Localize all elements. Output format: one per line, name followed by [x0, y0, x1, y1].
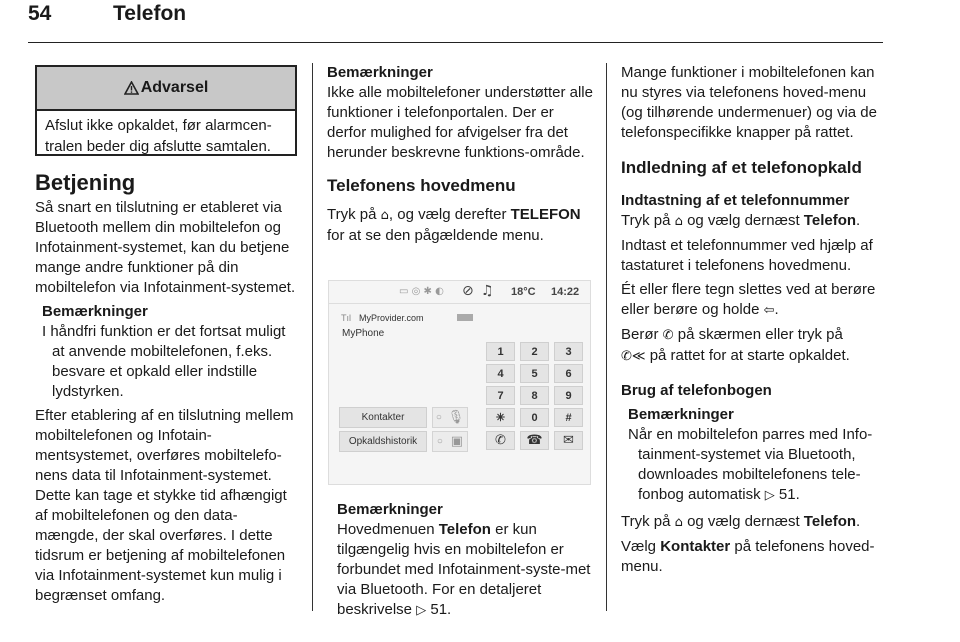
contacts-button[interactable]: Kontakter — [339, 407, 427, 428]
warning-title: Advarsel — [140, 79, 209, 96]
keypad-key[interactable]: 7 — [486, 386, 515, 405]
col1-note — [35, 302, 297, 402]
speaker-icon: ▣ — [450, 434, 464, 449]
page-title: Telefon — [113, 2, 187, 25]
keypad-key[interactable]: 9 — [554, 386, 583, 405]
voice-icon: ≪ — [631, 349, 646, 364]
column-2 — [327, 63, 593, 246]
keypad-key[interactable]: # — [554, 408, 583, 427]
note-text: I håndfri funktion er det fortsat muligt at anvende mobiltelefonen, f.eks. besvare et opkald eller indstille lydstyrken. — [42, 323, 286, 400]
section-heading-hovedmenu: Telefonens hovedmenu — [327, 176, 516, 195]
home-icon: ⌂ — [674, 515, 683, 530]
note-title: Bemærkninger — [337, 501, 443, 518]
hang-up-icon: ☎ — [526, 433, 543, 448]
page-reference-link[interactable]: 51. — [430, 601, 452, 618]
mute-microphone-icon: 🎙 — [447, 410, 465, 425]
navigation-icon: ⊘ — [462, 283, 474, 299]
keypad-key[interactable]: 2 — [520, 342, 549, 361]
col2-note2 — [337, 500, 593, 621]
note-title: Bemærkninger — [628, 406, 734, 423]
mute-toggle[interactable] — [432, 407, 468, 428]
note-title: Bemærkninger — [42, 303, 148, 320]
voicemail-icon: ✉ — [563, 433, 574, 448]
audio-icon: ♫ — [481, 283, 494, 299]
phone-main-menu-screenshot — [328, 280, 591, 485]
keypad-key[interactable]: 0 — [520, 408, 549, 427]
header-rule — [28, 42, 883, 43]
voicemail-button[interactable] — [554, 431, 583, 450]
keypad-key[interactable]: 4 — [486, 364, 515, 383]
handsfree-toggle[interactable] — [432, 431, 468, 452]
call-button[interactable] — [486, 431, 515, 450]
home-icon: ⌂ — [380, 208, 389, 223]
phone-name: MyPhone — [342, 328, 385, 339]
subheading-telefonnummer: Indtastning af et telefonnummer — [621, 192, 850, 209]
column-divider-left — [312, 63, 313, 611]
provider-name: MyProvider.com — [359, 313, 424, 323]
subheading-telefonbog: Brug af telefonbogen — [621, 382, 772, 399]
keypad-key[interactable]: ✳ — [486, 408, 515, 427]
column-divider-right — [606, 63, 607, 611]
keypad-key[interactable]: 5 — [520, 364, 549, 383]
note-title: Bemærkninger — [327, 64, 433, 81]
col3-p2: Indtast et telefonnummer ved hjælp af tastaturet i telefonens hovedmenu. — [621, 237, 873, 274]
col3-p3: Ét eller flere tegn slettes ved at berøre eller berøre og holde ⇦. — [621, 281, 876, 318]
warning-text: Afslut ikke opkaldet, før alarmcen-tralen beder dig afslutte samtalen. — [45, 117, 272, 155]
section-heading-opkald: Indledning af et telefonopkald — [621, 158, 862, 177]
col2-paragraph: Tryk på ⌂, og vælg derefter TELEFON for at se den pågældende menu. — [327, 206, 581, 244]
col3-p6: Vælg Kontakter på telefonens hoved-menu. — [621, 538, 875, 575]
status-bar — [329, 281, 590, 303]
col3-p4: Berør ✆ på skærmen eller tryk på ✆≪ på rattet for at starte opkaldet. — [621, 326, 850, 364]
col3-p1: Tryk på ⌂ og vælg dernæst Telefon. — [621, 212, 861, 229]
page-reference-link[interactable]: 51. — [778, 486, 800, 503]
column-3 — [621, 63, 883, 577]
battery-icon — [457, 314, 473, 321]
col1-intro: Så snart en tilslutning er etableret via Bluetooth mellem din mobiltelefon og Infotainment-systemet, kan du betjene mange andre funktioner på din mobiltelefon via Infotainment-systemet. — [35, 199, 296, 296]
phone-icon: ✆ — [662, 328, 674, 343]
home-icon: ⌂ — [674, 214, 683, 229]
toggle-dot-icon: ○ — [435, 412, 442, 423]
clock: 14:22 — [551, 286, 580, 298]
keypad-key[interactable]: 3 — [554, 342, 583, 361]
col3-intro: Mange funktioner i mobiltelefonen kan nu styres via telefonens hoved-menu (og tilhørende undermenuer) og via de telefonspecifikke knapper på rattet. — [621, 64, 877, 141]
phone-icon: ✆ — [495, 433, 506, 448]
call-history-button[interactable]: Opkaldshistorik — [339, 431, 427, 452]
col2-note2-text: Hovedmenuen Telefon er kun tilgængelig hvis en mobiltelefon er forbundet med Infotainment-syste-met via Bluetooth. For en detaljeret beskrivelse ▷ 51. — [337, 521, 591, 618]
toggle-dot-icon: ○ — [436, 436, 443, 447]
col3-note — [621, 405, 883, 506]
warning-box — [35, 65, 297, 156]
section-heading-betjening: Betjening — [35, 170, 136, 195]
keypad-key[interactable]: 8 — [520, 386, 549, 405]
column-1 — [35, 170, 297, 606]
page-number: 54 — [28, 2, 52, 25]
warning-header — [37, 67, 295, 111]
col2-note1-text: Ikke alle mobiltelefoner understøtter alle funktioner i telefonportalen. Der er derfor mulighed for afvigelser fra det herunder beskrevne funktions-område. — [327, 84, 593, 161]
temperature: 18°C — [511, 286, 536, 298]
backspace-icon: ⇦ — [763, 303, 775, 318]
status-icons: ▭ ◎ ✱ ◐ — [399, 286, 444, 297]
steering-wheel-phone-icon: ✆ — [621, 349, 632, 364]
note-text: Når en mobiltelefon parres med Info-tainment-systemet via Bluetooth, downloades mobiltelefonens tele-fonbog automatisk ▷ 51. — [628, 426, 873, 503]
warning-triangle-icon — [124, 81, 139, 95]
keypad-key[interactable]: 6 — [554, 364, 583, 383]
page-reference-icon: ▷ — [764, 488, 775, 503]
col1-body: Efter etablering af en tilslutning mellem mobiltelefonen og Infotain-mentsystemet, overføres mobiltelefo-nens data til Infotainment-systemet. Dette kan tage et stykke tid afhængigt af mobiltelefonen og den data-mængde, der skal overføres. I dette tidsrum er betjening af mobiltelefonen via Infotainment-systemet kun mulig i begrænset omfang. — [35, 407, 294, 604]
hang-up-button[interactable] — [520, 431, 549, 450]
page-reference-icon: ▷ — [416, 603, 427, 618]
col3-p5: Tryk på ⌂ og vælg dernæst Telefon. — [621, 513, 861, 530]
status-divider — [329, 303, 590, 304]
keypad-key[interactable]: 1 — [486, 342, 515, 361]
signal-icon: Tıl — [341, 313, 351, 323]
